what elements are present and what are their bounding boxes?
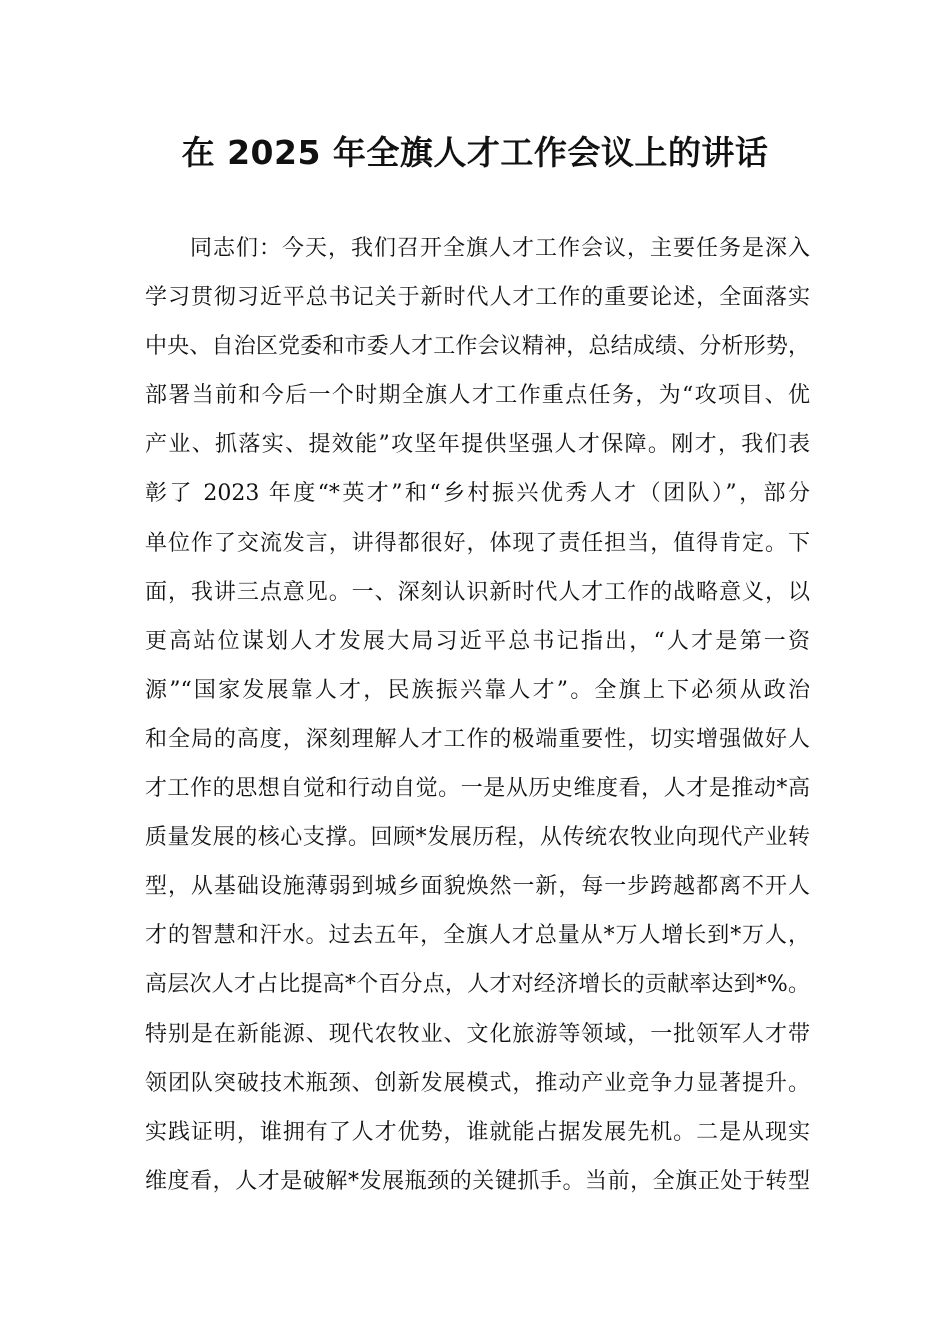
text-line: 型，从基础设施薄弱到城乡面貌焕然一新，每一步跨越都离不开人	[145, 874, 810, 900]
text-line: 学习贯彻习近平总书记关于新时代人才工作的重要论述，全面落实	[145, 285, 810, 311]
text-line: 面，我讲三点意见。一、深刻认识新时代人才工作的战略意义，以	[145, 579, 810, 605]
text-line: 单位作了交流发言，讲得都很好，体现了责任担当，值得肯定。下	[145, 530, 810, 556]
speech-body	[145, 232, 810, 1214]
text-line: 产业、抓落实、提效能”攻坚年提供坚强人才保障。刚才，我们表	[145, 432, 810, 458]
text-line: 领团队突破技术瓶颈、创新发展模式，推动产业竞争力显著提升。	[145, 1070, 810, 1096]
text-line: 彰了 2023 年度“*英才”和“乡村振兴优秀人才（团队）”，部分	[145, 481, 810, 507]
text-line: 高层次人才占比提高*个百分点，人才对经济增长的贡献率达到*%。	[145, 972, 810, 998]
text-line: 质量发展的核心支撑。回顾*发展历程，从传统农牧业向现代产业转	[145, 825, 810, 851]
text-line: 部署当前和今后一个时期全旗人才工作重点任务，为“攻项目、优	[145, 383, 810, 409]
text-line: 实践证明，谁拥有了人才优势，谁就能占据发展先机。二是从现实	[145, 1119, 810, 1145]
text-line: 才工作的思想自觉和行动自觉。一是从历史维度看，人才是推动*高	[145, 776, 810, 802]
text-line: 中央、自治区党委和市委人才工作会议精神，总结成绩、分析形势，	[145, 334, 810, 360]
text-line: 源”“国家发展靠人才，民族振兴靠人才”。全旗上下必须从政治	[145, 677, 810, 703]
text-line: 同志们：今天，我们召开全旗人才工作会议，主要任务是深入	[190, 236, 810, 261]
text-line: 维度看，人才是破解*发展瓶颈的关键抓手。当前，全旗正处于转型	[145, 1168, 810, 1194]
text-line: 特别是在新能源、现代农牧业、文化旅游等领域，一批领军人才带	[145, 1021, 810, 1047]
text-line: 和全局的高度，深刻理解人才工作的极端重要性，切实增强做好人	[145, 726, 810, 752]
text-line: 才的智慧和汗水。过去五年，全旗人才总量从*万人增长到*万人，	[145, 923, 810, 949]
text-line: 更高站位谋划人才发展大局习近平总书记指出，“人才是第一资	[145, 628, 810, 654]
document-title: 在 2025 年全旗人才工作会议上的讲话	[181, 133, 769, 172]
